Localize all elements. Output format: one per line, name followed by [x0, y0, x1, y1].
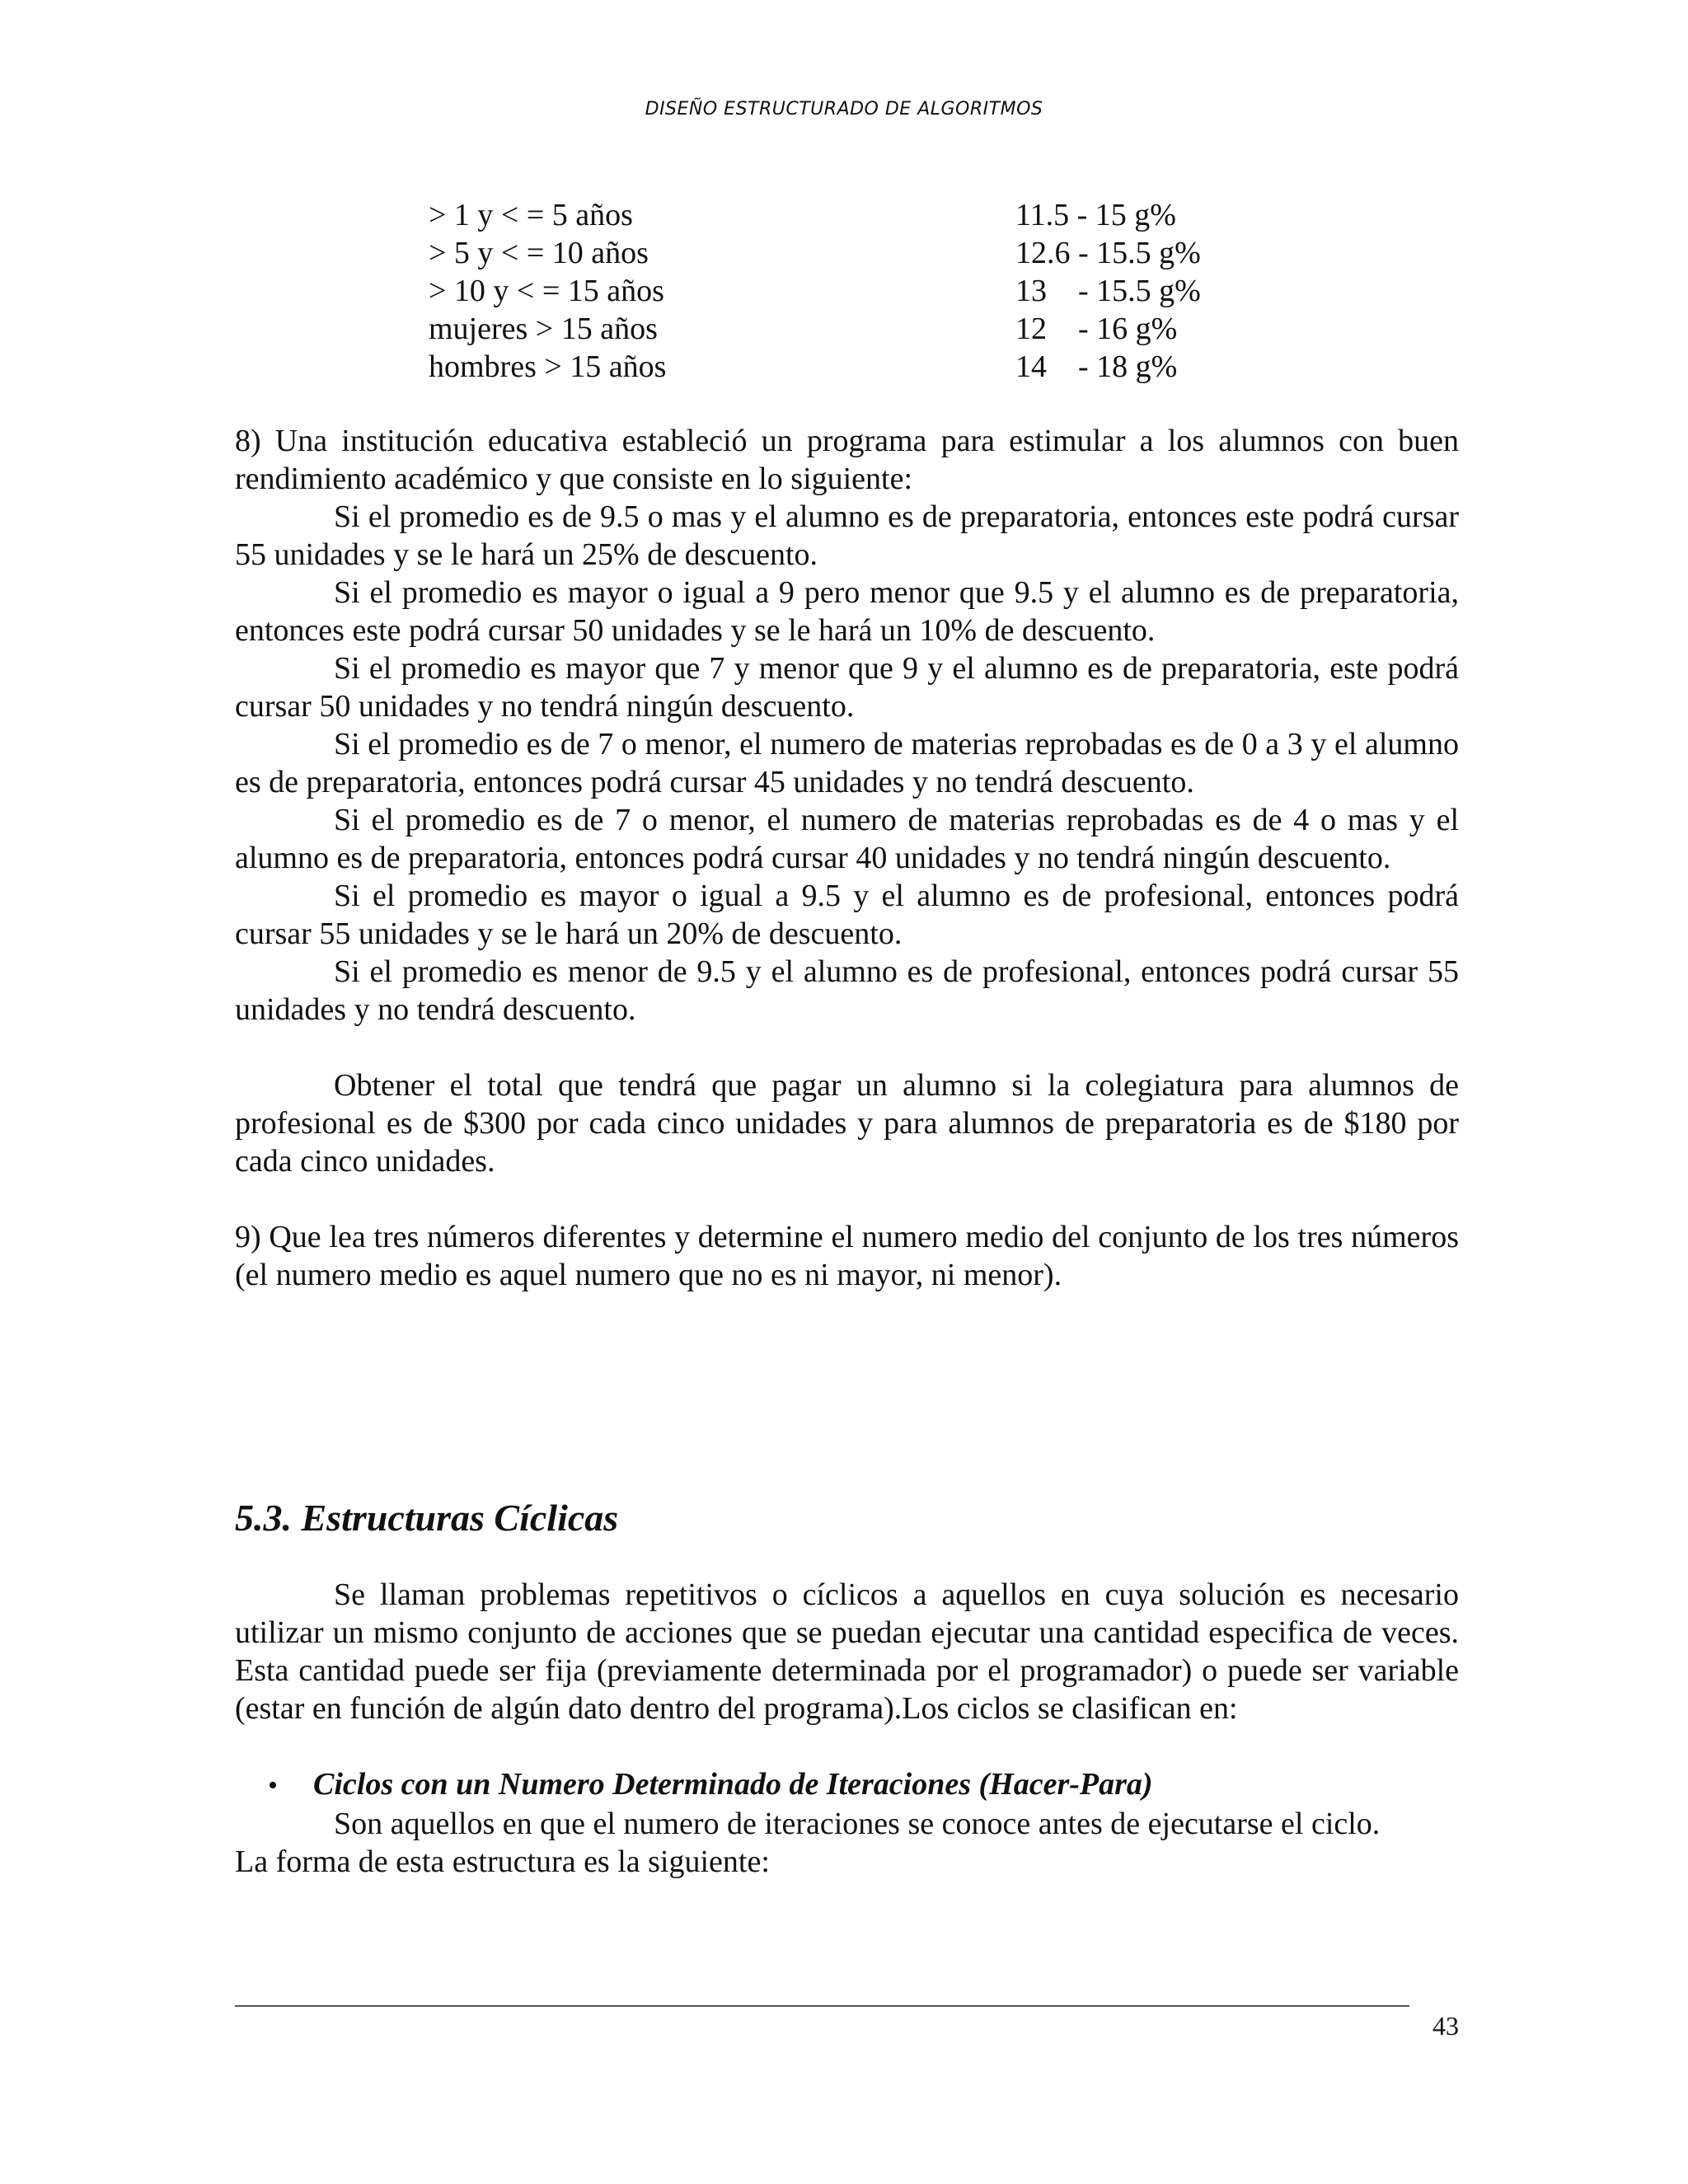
table-row [429, 196, 1246, 234]
problem-8-intro: 8) Una institución educativa estableció un programa para estimular a los alumnos con buen rendimiento académico y que consiste en lo siguiente: [235, 424, 1459, 496]
range-value: 12 - 16 g% [1015, 312, 1178, 346]
section-intro: Se llaman problemas repetitivos o cíclicos a aquellos en cuya solución es necesario utilizar un mismo conjunto de acciones que se puedan ejecutar una cantidad especifica de veces. Esta cantidad puede ser fija (previamente determinada por el programador) o puede ser variable (estar en función de algún dato dentro del programa).Los ciclos se clasifican en: [235, 1577, 1459, 1726]
list-item [235, 1765, 1459, 1805]
problem-8-rule: Si el promedio es de 9.5 o mas y el alumno es de preparatoria, entonces este podrá cursar 55 unidades y se le hará un 25% de descuento. [235, 499, 1459, 572]
problem-8-rule: Si el promedio es de 7 o menor, el numero de materias reprobadas es de 4 o mas y el alumno es de preparatoria, entonces podrá cursar 40 unidades y no tendrá ningún descuento. [235, 803, 1459, 875]
bullet-title: Ciclos con un Numero Determinado de Iteraciones (Hacer-Para) [313, 1767, 1153, 1802]
table-row [429, 310, 1246, 348]
problem-8-rule: Si el promedio es mayor o igual a 9 pero menor que 9.5 y el alumno es de preparatoria, entonces este podrá cursar 50 unidades y se le hará un 10% de descuento. [235, 575, 1459, 648]
table-row [429, 272, 1246, 310]
problem-8-rule: Si el promedio es menor de 9.5 y el alumno es de profesional, entonces podrá cursar 55 unidades y no tendrá descuento. [235, 954, 1459, 1027]
problem-8-task: Obtener el total que tendrá que pagar un alumno si la colegiatura para alumnos de profesional es de $300 por cada cinco unidades y para alumnos de preparatoria es de $180 por cada cinco unidades. [235, 1068, 1459, 1179]
exercise-list [235, 422, 1459, 1294]
table-row [429, 348, 1246, 386]
hemoglobin-range-table [429, 196, 1246, 386]
bullet-description: Son aquellos en que el numero de iteraciones se conoce antes de ejecutarse el ciclo. [334, 1807, 1381, 1841]
bullet-icon: • [268, 1770, 278, 1801]
footer-divider [235, 2005, 1409, 2007]
range-value: 14 - 18 g% [1015, 349, 1178, 384]
range-label: > 10 y < = 15 años [429, 274, 664, 308]
range-label: hombres > 15 años [429, 349, 667, 384]
range-label: > 1 y < = 5 años [429, 198, 633, 232]
range-value: 11.5 - 15 g% [1015, 198, 1176, 232]
problem-8-rule: Si el promedio es mayor o igual a 9.5 y el alumno es de profesional, entonces podrá cursar 55 unidades y se le hará un 20% de descuento. [235, 879, 1459, 951]
section-title: 5.3. Estructuras Cíclicas [235, 1497, 619, 1539]
range-value: 13 - 15.5 g% [1015, 274, 1201, 308]
range-label: mujeres > 15 años [429, 312, 658, 346]
section-body [235, 1576, 1459, 1881]
range-value: 12.6 - 15.5 g% [1015, 236, 1201, 270]
problem-9-text: 9) Que lea tres números diferentes y determine el numero medio del conjunto de los tres números (el numero medio es aquel numero que no es ni mayor, ni menor). [235, 1220, 1459, 1292]
page-number: 43 [1432, 2011, 1459, 2041]
range-label: > 5 y < = 10 años [429, 236, 649, 270]
table-row [429, 234, 1246, 272]
bullet-description-continued: La forma de esta estructura es la siguiente: [235, 1844, 770, 1879]
problem-8-rule: Si el promedio es de 7 o menor, el numero de materias reprobadas es de 0 a 3 y el alumno es de preparatoria, entonces podrá cursar 45 unidades y no tendrá descuento. [235, 727, 1459, 799]
running-header: DISEÑO ESTRUCTURADO DE ALGORITMOS [645, 99, 1043, 120]
problem-8-rule: Si el promedio es mayor que 7 y menor que 9 y el alumno es de preparatoria, este podrá cursar 50 unidades y no tendrá ningún descuento. [235, 651, 1459, 724]
